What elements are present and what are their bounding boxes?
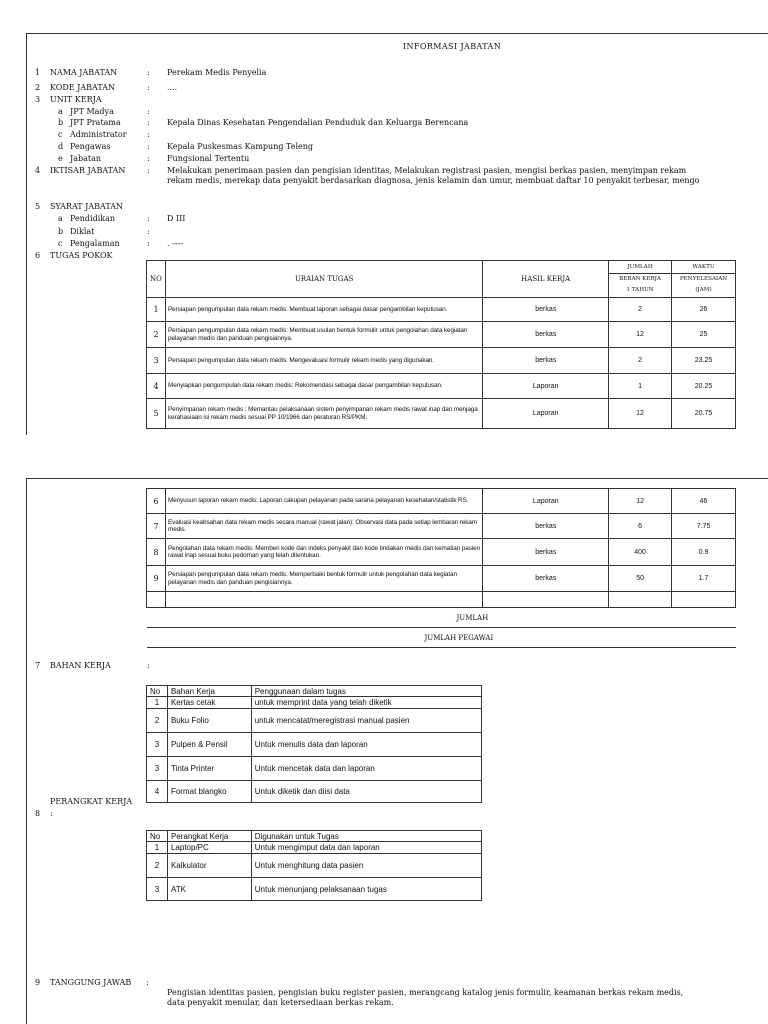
row-hasil: Laporan	[483, 399, 609, 429]
row-uraian: Persiapan pengumpulan data rekam medis: Memperbaiki bentuk formulir untuk pengolahan data kegiatan pelayanan medis dan panduan pengisiannya.	[165, 566, 482, 592]
row-no: 1	[147, 298, 166, 322]
row-beban: 12	[609, 399, 672, 429]
field-label-perangkat-kerja: PERANGKAT KERJA	[50, 797, 133, 806]
field-number: 1	[35, 68, 41, 77]
empty-cell	[672, 592, 736, 608]
sub-letter: c	[58, 239, 63, 248]
field-label-iktisar: IKTISAR JABATAN	[50, 166, 126, 175]
bahan-header-no: No	[147, 686, 168, 697]
row-beban: 50	[609, 566, 672, 592]
empty-cell	[165, 592, 482, 608]
row-hasil: berkas	[483, 348, 609, 374]
field-label-bahan-kerja: BAHAN KERJA	[50, 661, 111, 670]
bahan-no: 3	[147, 757, 168, 781]
row-waktu: 0.9	[672, 539, 736, 566]
row-waktu: 23.25	[672, 348, 736, 374]
header-waktu-line: WAKTU	[672, 262, 735, 274]
sub-value-pengalaman: . ----	[167, 239, 183, 248]
row-hasil: berkas	[483, 539, 609, 566]
tanggung-jawab-text	[167, 988, 735, 1008]
perangkat-item: Kalkulator	[167, 854, 251, 878]
colon: :	[147, 142, 150, 151]
bahan-use: Untuk mencetak data dan laporan	[251, 757, 481, 781]
bahan-item: Kertas cetak	[167, 697, 251, 709]
bahan-row	[147, 697, 482, 709]
sub-letter: b	[58, 227, 64, 236]
perangkat-header-no: No	[147, 831, 168, 842]
row-hasil: berkas	[483, 566, 609, 592]
row-uraian: Persiapan pengumpulan data rekam medis: Membuat usulan bentuk formulir untuk pengolahan data kegiatan pelayanan medis dan panduan pengisiannya.	[165, 322, 482, 348]
sub-label-administrator: Administrator	[70, 130, 127, 139]
header-beban	[609, 261, 672, 298]
table-row	[147, 399, 736, 429]
row-waktu: 46	[672, 489, 736, 514]
sub-label-jabatan: Jabatan	[70, 154, 102, 163]
sub-label-pendidikan: Pendidikan	[70, 214, 116, 223]
header-no: NO	[147, 261, 166, 298]
row-beban: 12	[609, 489, 672, 514]
perangkat-header-use: Digunakan untuk Tugas	[251, 831, 481, 842]
bahan-item: Buku Folio	[167, 709, 251, 733]
colon: :	[147, 239, 150, 248]
bahan-header-use: Penggunaan dalam tugas	[251, 686, 481, 697]
field-label-tugas-pokok: TUGAS POKOK	[50, 251, 113, 260]
row-no: 3	[147, 348, 166, 374]
field-value-nama-jabatan: Perekam Medis Penyelia	[167, 68, 267, 77]
table-row	[147, 298, 736, 322]
perangkat-use: Untuk mengimput data dan laporan	[251, 842, 481, 854]
sub-label-jpt-pratama: JPT Pratama	[70, 118, 121, 127]
row-no: 7	[147, 514, 166, 539]
perangkat-no: 2	[147, 854, 168, 878]
table-row-empty	[147, 592, 736, 608]
bahan-use: untuk mencatat/meregistrasi manual pasien	[251, 709, 481, 733]
colon: :	[147, 227, 150, 236]
colon: :	[147, 130, 150, 139]
empty-cell	[147, 592, 166, 608]
perangkat-item: Laptop/PC	[167, 842, 251, 854]
jumlah-row	[147, 608, 736, 628]
iktisar-line: Melakukan penerimaan pasien dan pengisian identitas, Melakukan registrasi pasien, mengisi berkas pasien, menyimpan rekam	[167, 166, 687, 175]
row-beban: 1	[609, 374, 672, 399]
colon: :	[147, 118, 150, 127]
row-beban: 12	[609, 322, 672, 348]
row-uraian: Evaluasi keabsahan data rekam medis secara manual (rawat jalan): Observasi data pada setiap lembaran rekam medis.	[165, 514, 482, 539]
empty-cell	[483, 592, 609, 608]
tugas-table-page1	[146, 260, 736, 429]
row-waktu: 25	[672, 322, 736, 348]
bahan-no: 3	[147, 733, 168, 757]
bahan-kerja-table	[146, 685, 482, 803]
tanggung-jawab-line: data penyakit menular, dan ketersediaan berkas rekam.	[167, 998, 394, 1007]
row-hasil: berkas	[483, 298, 609, 322]
sub-letter: a	[58, 107, 63, 116]
field-label-unit-kerja: UNIT KERJA	[50, 95, 102, 104]
perangkat-use: Untuk menunjang pelaksanaan tugas	[251, 878, 481, 901]
field-number: 3	[35, 95, 41, 104]
table-row	[147, 348, 736, 374]
sub-value-pendidikan: D III	[167, 214, 186, 223]
sub-label-diklat: Diklat	[70, 227, 95, 236]
field-label-nama-jabatan: NAMA JABATAN	[50, 68, 118, 77]
perangkat-row	[147, 878, 482, 901]
bahan-item: Format blangko	[167, 781, 251, 803]
jumlah-pegawai-label: JUMLAH PEGAWAI	[147, 628, 736, 648]
row-uraian: Menyusun laporan rekam medis: Laporan cakupan pelayanan pada sarana pelayanan kesehatan/statistik RS.	[165, 489, 482, 514]
field-label-kode-jabatan: KODE JABATAN	[50, 83, 115, 92]
row-hasil: Laporan	[483, 374, 609, 399]
field-label-syarat: SYARAT JABATAN	[50, 202, 124, 211]
row-uraian: Penyimpanan rekam medis : Memantau pelaksanaan sistem penyimpanan rekam medis rawat inap dan menjaga kerahasiaan isi rekam medis sesuai PP 10/1966 dan peraturan RS/PKM.	[165, 399, 482, 429]
page1-top-border	[26, 33, 768, 34]
sub-label-pengalaman: Pengalaman	[70, 239, 120, 248]
row-beban: 2	[609, 348, 672, 374]
colon: :	[147, 166, 150, 175]
row-hasil: berkas	[483, 322, 609, 348]
colon: :	[147, 107, 150, 116]
bahan-item: Tinta Printer	[167, 757, 251, 781]
row-no: 4	[147, 374, 166, 399]
row-no: 6	[147, 489, 166, 514]
document-title: INFORMASI JABATAN	[403, 42, 502, 51]
field-number: 7	[35, 661, 41, 670]
iktisar-line: rekam medis, merekap data penyakit berdasarkan diagnosa, jenis kelamin dan umur, membuat daftar 10 penyakit terbesar, mengo	[167, 176, 700, 185]
sub-letter: e	[58, 154, 63, 163]
colon: :	[147, 214, 150, 223]
perangkat-header-row	[147, 831, 482, 842]
field-number: 5	[35, 202, 41, 211]
table-row	[147, 566, 736, 592]
page2-top-border	[26, 478, 768, 479]
colon: :	[147, 68, 150, 77]
perangkat-header-item: Perangkat Kerja	[167, 831, 251, 842]
bahan-row	[147, 757, 482, 781]
page1-left-border	[26, 33, 27, 435]
row-waktu: 26	[672, 298, 736, 322]
row-uraian: Menyiapkan pengumpulan data rekam medis: Rekomendasi sebagai dasar pengambilan keputusan.	[165, 374, 482, 399]
row-uraian: Persiapan pengumpulan data rekam medis: Mengevaluasi formulir rekam medis yang digunakan.	[165, 348, 482, 374]
row-waktu: 1.7	[672, 566, 736, 592]
bahan-no: 4	[147, 781, 168, 803]
header-uraian: URAIAN TUGAS	[165, 261, 482, 298]
sub-label-pengawas: Pengawas	[70, 142, 111, 151]
sub-value-pengawas: Kepala Puskesmas Kampung Teleng	[167, 142, 314, 151]
row-beban: 6	[609, 514, 672, 539]
row-no: 9	[147, 566, 166, 592]
bahan-use: Untuk menulis data dan laporan	[251, 733, 481, 757]
row-beban: 2	[609, 298, 672, 322]
bahan-header-item: Bahan Kerja	[167, 686, 251, 697]
field-number: 2	[35, 83, 41, 92]
table-row	[147, 489, 736, 514]
perangkat-use: Untuk menghitung data pasien	[251, 854, 481, 878]
row-uraian: Pengolahan data rekam medis: Memberi kode dan indeks penyakit dan kode tindakan medis dan kematian pasien rawat inap sesuai buku pedoman yang telah ditentukan.	[165, 539, 482, 566]
field-value-kode-jabatan: ....	[167, 83, 178, 92]
colon: :	[146, 978, 149, 987]
jumlah-pegawai-row	[147, 628, 736, 648]
field-number: 8	[35, 809, 41, 818]
header-waktu-line: PENYELESAIAN	[679, 276, 728, 282]
row-uraian: Persiapan pengumpulan data rekam medis: Membuat laporan sebagai dasar pengambilan keputusan.	[165, 298, 482, 322]
page2-left-border	[26, 478, 27, 1024]
sub-value-jpt-pratama: Kepala Dinas Kesehatan Pengendalian Penduduk dan Keluarga Berencana	[167, 118, 469, 127]
bahan-item: Pulpen & Pensil	[167, 733, 251, 757]
field-label-tanggung-jawab: TANGGUNG JAWAB	[50, 978, 132, 987]
jumlah-label: JUMLAH	[147, 608, 736, 628]
row-no: 8	[147, 539, 166, 566]
row-no: 5	[147, 399, 166, 429]
field-number: 9	[35, 978, 41, 987]
table-row	[147, 374, 736, 399]
header-hasil: HASIL KERJA	[483, 261, 609, 298]
tugas-table-page2	[146, 488, 736, 648]
row-hasil: berkas	[483, 514, 609, 539]
bahan-use: Untuk diketik dan diisi data	[251, 781, 481, 803]
table-row	[147, 514, 736, 539]
table-row	[147, 539, 736, 566]
bahan-no: 2	[147, 709, 168, 733]
perangkat-kerja-table	[146, 830, 482, 901]
bahan-row	[147, 709, 482, 733]
bahan-use: untuk memprint data yang telah diketik	[251, 697, 481, 709]
row-beban: 400	[609, 539, 672, 566]
colon: :	[147, 154, 150, 163]
bahan-no: 1	[147, 697, 168, 709]
table-header-row	[147, 261, 736, 298]
colon: :	[147, 661, 150, 670]
header-beban-line: JUMLAH	[609, 262, 671, 274]
row-waktu: 20.75	[672, 399, 736, 429]
sub-label-jpt-madya: JPT Madya	[70, 107, 114, 116]
table-row	[147, 322, 736, 348]
sub-letter: b	[58, 118, 64, 127]
perangkat-item: ATK	[167, 878, 251, 901]
header-waktu-line: (JAM)	[695, 287, 712, 293]
sub-letter: c	[58, 130, 63, 139]
row-waktu: 20.25	[672, 374, 736, 399]
row-waktu: 7.75	[672, 514, 736, 539]
field-number: 4	[35, 166, 41, 175]
perangkat-row	[147, 854, 482, 878]
perangkat-no: 3	[147, 878, 168, 901]
iktisar-text	[167, 166, 735, 186]
bahan-row	[147, 733, 482, 757]
perangkat-row	[147, 842, 482, 854]
sub-value-jabatan: Fungsional Tertentu	[167, 154, 250, 163]
colon: :	[147, 83, 150, 92]
sub-letter: d	[58, 142, 64, 151]
sub-letter: a	[58, 214, 63, 223]
field-number: 6	[35, 251, 41, 260]
row-hasil: Laporan	[483, 489, 609, 514]
perangkat-no: 1	[147, 842, 168, 854]
bahan-header-row	[147, 686, 482, 697]
row-no: 2	[147, 322, 166, 348]
header-beban-line: 1 TAHUN	[626, 287, 654, 293]
colon: :	[50, 809, 53, 818]
bahan-row	[147, 781, 482, 803]
empty-cell	[609, 592, 672, 608]
tanggung-jawab-line: Pengisian identitas pasien, pengisian buku register pasien, merangcang katalog jenis formulir, keamanan berkas rekam medis,	[167, 988, 684, 997]
header-waktu	[672, 261, 736, 298]
header-beban-line: BEBAN KERJA	[619, 276, 661, 282]
